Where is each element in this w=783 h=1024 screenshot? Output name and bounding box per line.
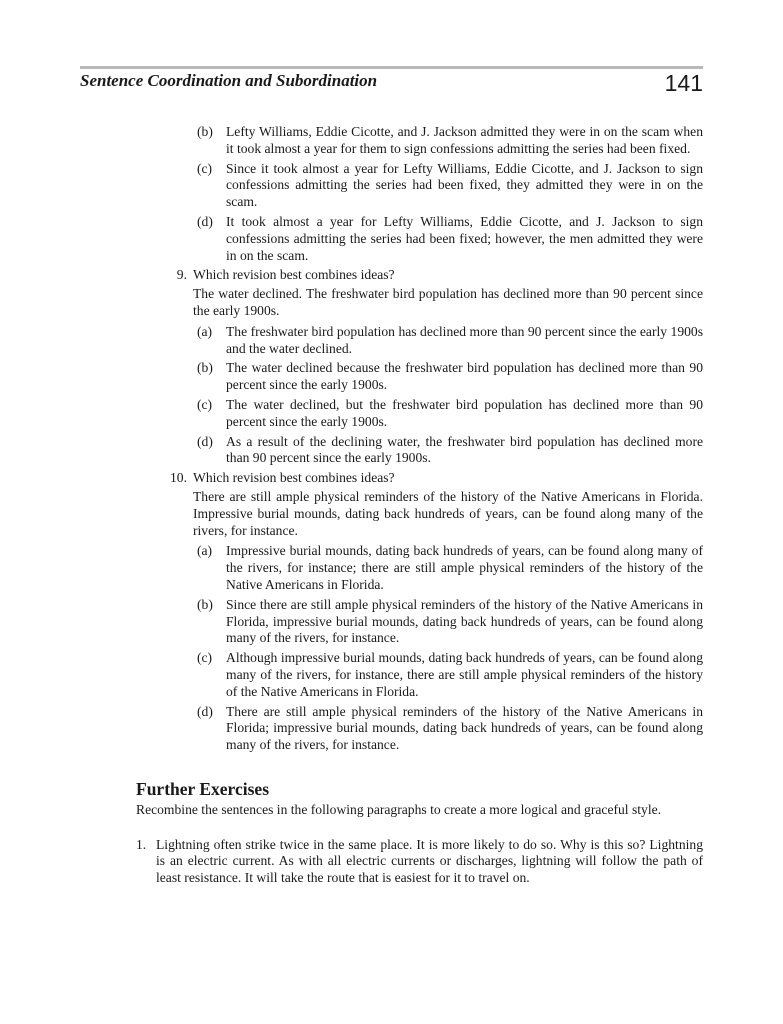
q10-option-a	[80, 543, 703, 593]
q10-option-c	[80, 650, 703, 700]
option-text: Since it took almost a year for Lefty Williams, Eddie Cicotte, and J. Jackson to sign confessions admitting the series had been fixed, they admitted they were in on the scam.	[226, 160, 703, 210]
question-prompt: Which revision best combines ideas?	[193, 470, 395, 486]
q9-prompt	[80, 267, 703, 284]
q10-option-d	[80, 704, 703, 754]
option-label: (d)	[197, 703, 213, 719]
question-prompt: Which revision best combines ideas?	[193, 267, 395, 283]
q9-option-b	[80, 360, 703, 394]
q8-option-d	[80, 214, 703, 264]
exercise-1	[80, 837, 703, 887]
option-label: (a)	[197, 323, 213, 339]
q10-prompt	[80, 470, 703, 487]
option-label: (c)	[197, 160, 213, 176]
q8-option-b	[80, 124, 703, 158]
option-text: Although impressive burial mounds, dating back hundreds of years, can be found along many of the rivers, for instance, there are still ample physical reminders of the history of the Native Americans in Florida.	[226, 650, 703, 699]
option-text: The water declined, but the freshwater bird population has declined more than 90 percent since the early 1900s.	[226, 396, 703, 429]
option-label: (d)	[197, 213, 213, 229]
exercise-number: 1.	[136, 836, 147, 852]
option-label: (c)	[197, 396, 213, 412]
running-header	[80, 70, 703, 100]
q9-option-a	[80, 324, 703, 358]
option-text: The freshwater bird population has declined more than 90 percent since the early 1900s and the water declined.	[226, 323, 703, 356]
q9-stem: The water declined. The freshwater bird population has declined more than 90 percent since the early 1900s.	[193, 286, 703, 318]
option-label: (b)	[197, 124, 213, 139]
option-text: As a result of the declining water, the freshwater bird population has declined more than 90 percent since the early 1900s.	[226, 433, 703, 466]
q10-option-b	[80, 597, 703, 647]
question-number: 9.	[176, 267, 187, 283]
option-label: (c)	[197, 650, 213, 666]
chapter-title: Sentence Coordination and Subordination	[80, 71, 378, 90]
option-text: It took almost a year for Lefty Williams, Eddie Cicotte, and J. Jackson to sign confessions admitting the series had been fixed; however, the men admitted they were in on the scam.	[226, 213, 703, 263]
option-text: The water declined because the freshwater bird population has declined more than 90 percent since the early 1900s.	[226, 360, 703, 393]
option-text: Lefty Williams, Eddie Cicotte, and J. Jackson admitted they were in on the scam when it took almost a year for them to sign confessions admitting the series had been fixed.	[226, 124, 703, 156]
section-title: Further Exercises	[136, 778, 270, 799]
option-label: (b)	[197, 360, 213, 376]
option-label: (d)	[197, 433, 213, 449]
q10-stem: There are still ample physical reminders of the history of the Native Americans in Florida. Impressive burial mounds, dating back hundreds of years, can be found along many of the rivers, for instance.	[193, 488, 703, 538]
q8-option-c	[80, 161, 703, 211]
option-text: Impressive burial mounds, dating back hundreds of years, can be found along many of the rivers, for instance; there are still ample physical reminders of the history of the Native Americans in Florida.	[226, 543, 703, 592]
header-rule	[80, 66, 703, 69]
q9-option-c	[80, 397, 703, 431]
option-label: (b)	[197, 596, 213, 612]
q9-option-d	[80, 434, 703, 468]
option-text: Since there are still ample physical reminders of the history of the Native Americans in Florida, impressive burial mounds, dating back hundreds of years, can be found along many of the rivers, for instance.	[226, 596, 703, 646]
question-number: 10.	[170, 470, 187, 486]
exercise-text: Lightning often strike twice in the same place. It is more likely to do so. Why is this so? Lightning is an electric current. As with all electric currents or discharges, lightning will follow the path of least resistance. It will take the route that is easiest for it to travel on.	[156, 836, 703, 886]
option-text: There are still ample physical reminders of the history of the Native Americans in Florida; impressive burial mounds, dating back hundreds of years, can be found along many of the rivers, for instance.	[226, 703, 703, 753]
option-label: (a)	[197, 543, 213, 559]
page-number: 141	[664, 70, 703, 96]
section-intro: Recombine the sentences in the following paragraphs to create a more logical and graceful style.	[136, 801, 662, 817]
page-content	[80, 124, 703, 887]
